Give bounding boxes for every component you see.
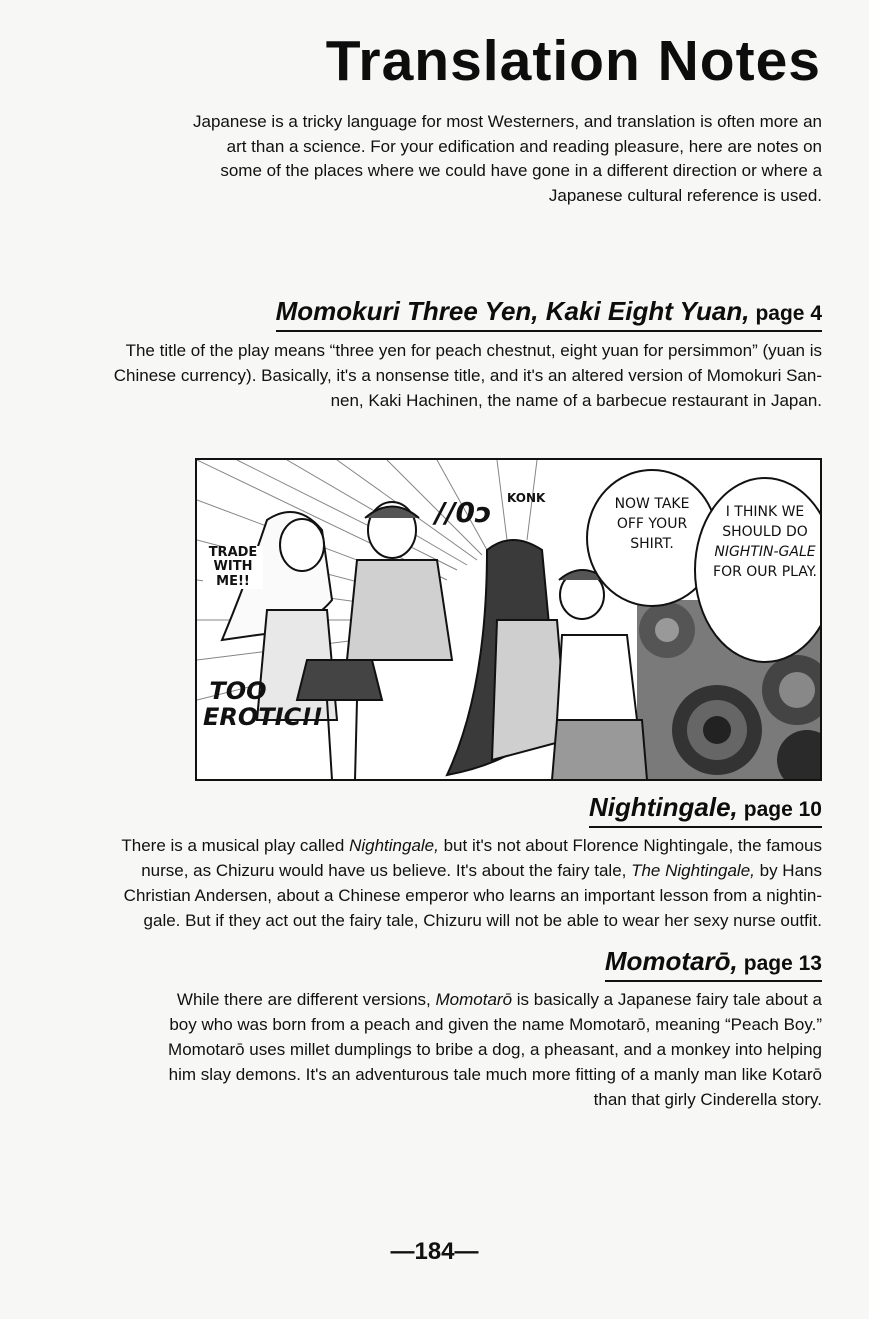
text-run: While there are different versions, [176, 990, 436, 1009]
intro-paragraph: Japanese is a tricky language for most Westerners, and translation is often more an art than a science. For your edification and reading pleasure, here are notes on some of the places where we could have gone in a different direction or where a Japanese cultural reference is used. [192, 112, 822, 205]
fairy-tale-title-italic: The Nightingale, [631, 861, 755, 880]
text-run: There is a musical play called [121, 836, 350, 855]
note-heading-nightingale [589, 792, 822, 828]
text-run: but it's not about Florence Nightingale, the famous nurse, as Chizuru would have us believe. It's about the fairy tale, [141, 836, 822, 880]
speech-bubble-1-text: NOW TAKE OFF YOUR SHIRT. [614, 496, 690, 552]
note-title: Momotarō, [604, 946, 738, 976]
sfx-konk: KONK [507, 491, 546, 505]
text-run: is basically a Japanese fairy tale about a boy who was born from a peach and given the name Momotarō, meaning “Peach Boy.” Momotarō uses millet dumplings to bribe a dog, a pheasant, and a monkey into helping him slay demons. It's an adventurous tale much more fitting of a manly man like Kotarō than that girly Cinderella story. [168, 990, 822, 1109]
bubble-2-line-b: NIGHTIN-GALE [714, 544, 816, 560]
note-page-ref: page 13 [743, 952, 822, 975]
note-page-ref: page 4 [755, 302, 822, 325]
sfx-trade-with-me: TRADE WITH ME!! [203, 546, 263, 589]
page-number: —184— [390, 1238, 479, 1265]
tale-title-italic: Momotarō [435, 990, 513, 1009]
speech-bubble-2-text [705, 502, 822, 582]
note-body-nightingale [107, 833, 822, 933]
bubble-2-line-c: FOR OUR PLAY. [713, 564, 817, 580]
sfx-hit: //0ɔ [435, 496, 492, 529]
bubble-2-line-a: I THINK WE SHOULD DO [722, 504, 808, 540]
note-title: Nightingale, [589, 792, 738, 822]
note-title: Momokuri Three Yen, Kaki Eight Yuan, [275, 296, 750, 326]
note-heading-momotaro [605, 946, 822, 982]
note-body-momotaro [152, 987, 822, 1112]
characters-drawing [222, 502, 647, 780]
note-page-ref: page 10 [743, 798, 822, 821]
page-title: Translation Notes [325, 29, 821, 93]
play-title-italic: Nightingale, [349, 836, 439, 855]
text-run: by Hans Christian Andersen, about a Chinese emperor who learns an important lesson from a nightin-gale. But if they act out the fairy tale, Chizuru will not be able to wear her sexy nurse outfit. [123, 861, 822, 930]
note-heading-momokuri [276, 296, 822, 332]
manga-panel-image [195, 458, 822, 781]
sfx-too-erotic: TOO EROTIC!! [203, 677, 324, 732]
note-body-momokuri: The title of the play means “three yen for peach chestnut, eight yuan for persimmon” (yuan is Chinese currency). Basically, it's a nonsense title, and it's an altered version of Momokuri San-nen, Kaki Hachinen, the name of a barbecue restaurant in Japan. [113, 341, 822, 410]
